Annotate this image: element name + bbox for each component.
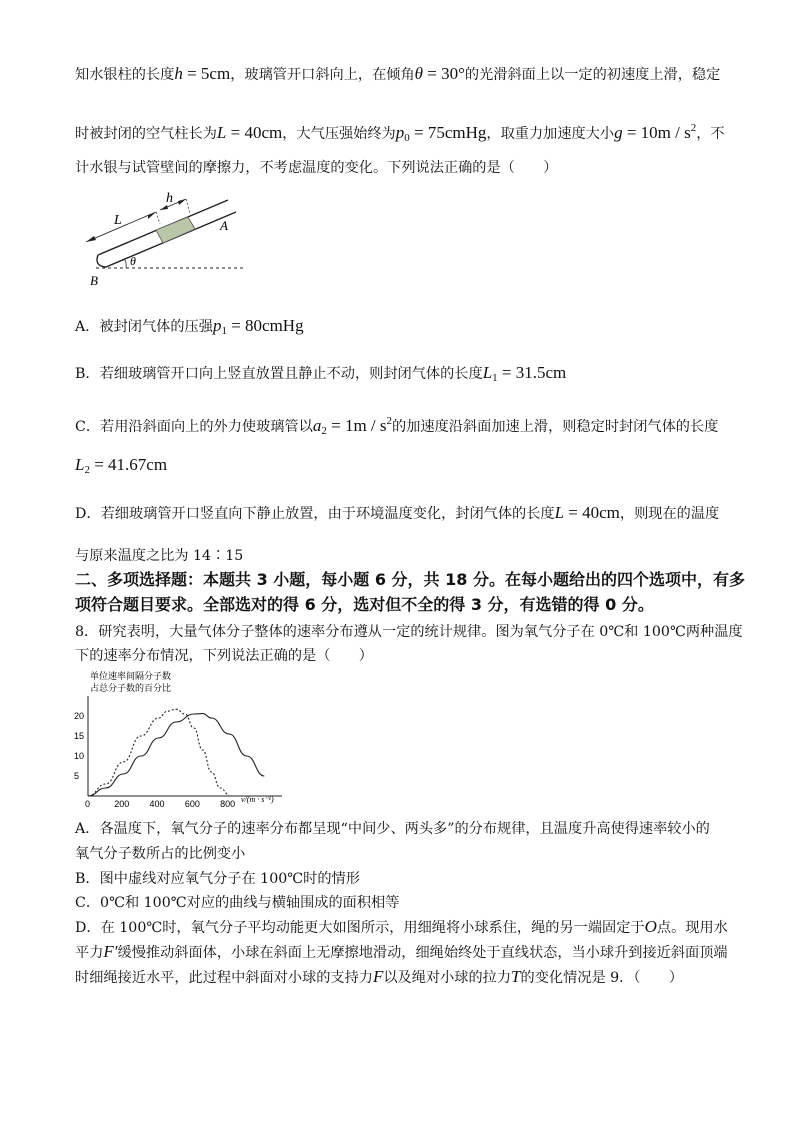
math-value: = 41.67cm (89, 455, 168, 474)
section-heading-line-1: 二、多项选择题：本题共 3 小题，每小题 6 分，共 18 分。在每小题给出的四个选项中，有多 (75, 570, 745, 589)
math-value: = 31.5cm (497, 363, 567, 382)
math-var-Fprime: F′ (103, 942, 118, 961)
math-value: = 75cmHg (409, 123, 487, 142)
math-superscript: 2 (690, 122, 697, 134)
y-axis-label-line-2: 占总分子数的百分比 (90, 684, 172, 694)
y-tick-label: 5 (74, 771, 80, 781)
math-value: = 1m / s (326, 416, 387, 435)
paragraph-line-1 (75, 64, 738, 85)
option-c-line-2 (75, 455, 738, 480)
q8-option-a-line-1: A．各温度下，氧气分子的速率分布都呈现“中间少、两头多”的分布规律，且温度升高使得速率较小的 (75, 821, 710, 837)
text-span: D．若细玻璃管开口竖直向下静止放置，由于环境温度变化，封闭气体的长度 (75, 506, 555, 522)
x-tick-label: 800 (220, 799, 236, 808)
math-var-L: L (554, 503, 565, 522)
text-span: 的加速度沿斜面加速上滑，则稳定时封闭气体的长度 (392, 419, 719, 435)
math-value: = 10m / s (622, 123, 691, 142)
math-var-g: g (614, 123, 623, 142)
question-8-line-1: 8．研究表明，大量气体分子整体的速率分布遵从一定的统计规律。图为氧气分子在 0℃和 100℃两种温度 (75, 624, 743, 640)
math-var-F: F (372, 967, 384, 986)
math-var-T: T (511, 967, 521, 986)
math-var-h: h (174, 64, 183, 83)
text-span: 知水银柱的长度 (75, 67, 175, 83)
label-theta: θ (130, 254, 136, 268)
math-var-L: L (75, 455, 85, 474)
y-tick-label: 20 (74, 711, 85, 721)
q8-option-d-line-3 (75, 967, 738, 988)
math-value: = 40cm (564, 503, 620, 522)
math-var-a: a (312, 416, 322, 435)
math-value: = 80cmHg (226, 316, 304, 335)
q8-option-d-line-2 (75, 942, 738, 963)
text-span: 的光滑斜面上以一定的初速度上滑，稳定 (464, 67, 721, 83)
paragraph-line-3: 计水银与试管壁间的摩擦力，不考虑温度的变化。下列说法正确的是（ ） (75, 160, 558, 176)
x-tick-label: 600 (184, 799, 200, 808)
option-d-line-2: 与原来温度之比为 14∶15 (75, 548, 244, 564)
text-span: ，玻璃管开口斜向上，在倾角 (230, 67, 415, 83)
y-tick-label: 10 (74, 751, 85, 761)
text-span: 点。现用水 (656, 920, 728, 936)
text-span: 时被封闭的空气柱长为 (75, 126, 217, 142)
option-b (75, 363, 738, 388)
math-subscript: 0 (404, 132, 410, 144)
x-tick-label: 400 (149, 799, 165, 808)
x-axis-label: v/(m · s⁻¹) (241, 795, 274, 804)
math-subscript: 2 (84, 464, 90, 476)
solid-curve (88, 714, 264, 796)
math-var-L: L (482, 363, 493, 382)
math-var-p: p (212, 316, 222, 335)
text-span: ，取重力加速度大小 (486, 126, 615, 142)
text-span: D．在 100℃时，氧气分子平均动能更大如图所示，用细绳将小球系住，绳的另一端固定于 (75, 920, 645, 936)
option-c (75, 411, 738, 441)
q8-option-b: B．图中虚线对应氧气分子在 100℃时的情形 (75, 871, 360, 887)
math-var-L: L (216, 123, 227, 142)
text-span: B．若细玻璃管开口向上竖直放置且静止不动，则封闭气体的长度 (75, 366, 483, 382)
math-value: = 30° (423, 64, 465, 83)
math-superscript: 2 (386, 415, 393, 427)
label-h: h (166, 191, 173, 206)
math-var-O: O (644, 917, 657, 936)
label-L: L (114, 213, 122, 228)
option-a (75, 316, 738, 341)
inclined-tube-figure (78, 190, 258, 290)
text-span: A．被封闭气体的压强 (75, 319, 213, 335)
x-tick-label: 200 (114, 799, 130, 808)
math-var-theta: θ (414, 64, 423, 83)
text-span: 以及绳对小球的拉力 (383, 970, 512, 986)
math-subscript: 1 (221, 325, 227, 337)
text-span: 缓慢推动斜面体，小球在斜面上无摩擦地滑动，细绳始终处于直线状态，当小球升到接近斜面顶端 (117, 945, 728, 961)
math-subscript: 2 (321, 425, 327, 437)
q8-option-a-line-2: 氧气分子数所占的比例变小 (75, 846, 246, 862)
q8-option-d-line-1 (75, 917, 738, 938)
text-span: 时细绳接近水平，此过程中斜面对小球的支持力 (75, 970, 373, 986)
option-d (75, 503, 738, 524)
speed-distribution-chart (72, 668, 302, 808)
math-var-p: p (395, 123, 405, 142)
label-A: A (220, 218, 228, 233)
math-subscript: 1 (492, 372, 498, 384)
math-value: = 40cm (226, 123, 283, 142)
q8-option-c: C．0℃和 100℃对应的曲线与横轴围成的面积相等 (75, 895, 400, 911)
text-span: ，则现在的温度 (619, 506, 720, 522)
math-value: = 5cm (182, 64, 231, 83)
y-axis-label-line-1: 单位速率间隔分子数 (90, 672, 172, 682)
text-span: ，不 (696, 126, 725, 142)
paragraph-line-2 (75, 118, 738, 148)
text-span: 平力 (75, 945, 104, 961)
label-B: B (90, 273, 98, 288)
section-heading-line-2: 项符合题目要求。全部选对的得 6 分，选对但不全的得 3 分，有选错的得 0 分。 (75, 595, 654, 614)
text-span: 的变化情况是 9．（ ） (520, 970, 684, 986)
y-tick-label: 15 (74, 731, 85, 741)
x-tick-label: 0 (85, 799, 91, 808)
dotted-curve (88, 709, 229, 796)
question-8-line-2: 下的速率分布情况，下列说法正确的是（ ） (75, 648, 373, 664)
text-span: ，大气压强始终为 (282, 126, 396, 142)
text-span: C．若用沿斜面向上的外力使玻璃管以 (75, 419, 313, 435)
